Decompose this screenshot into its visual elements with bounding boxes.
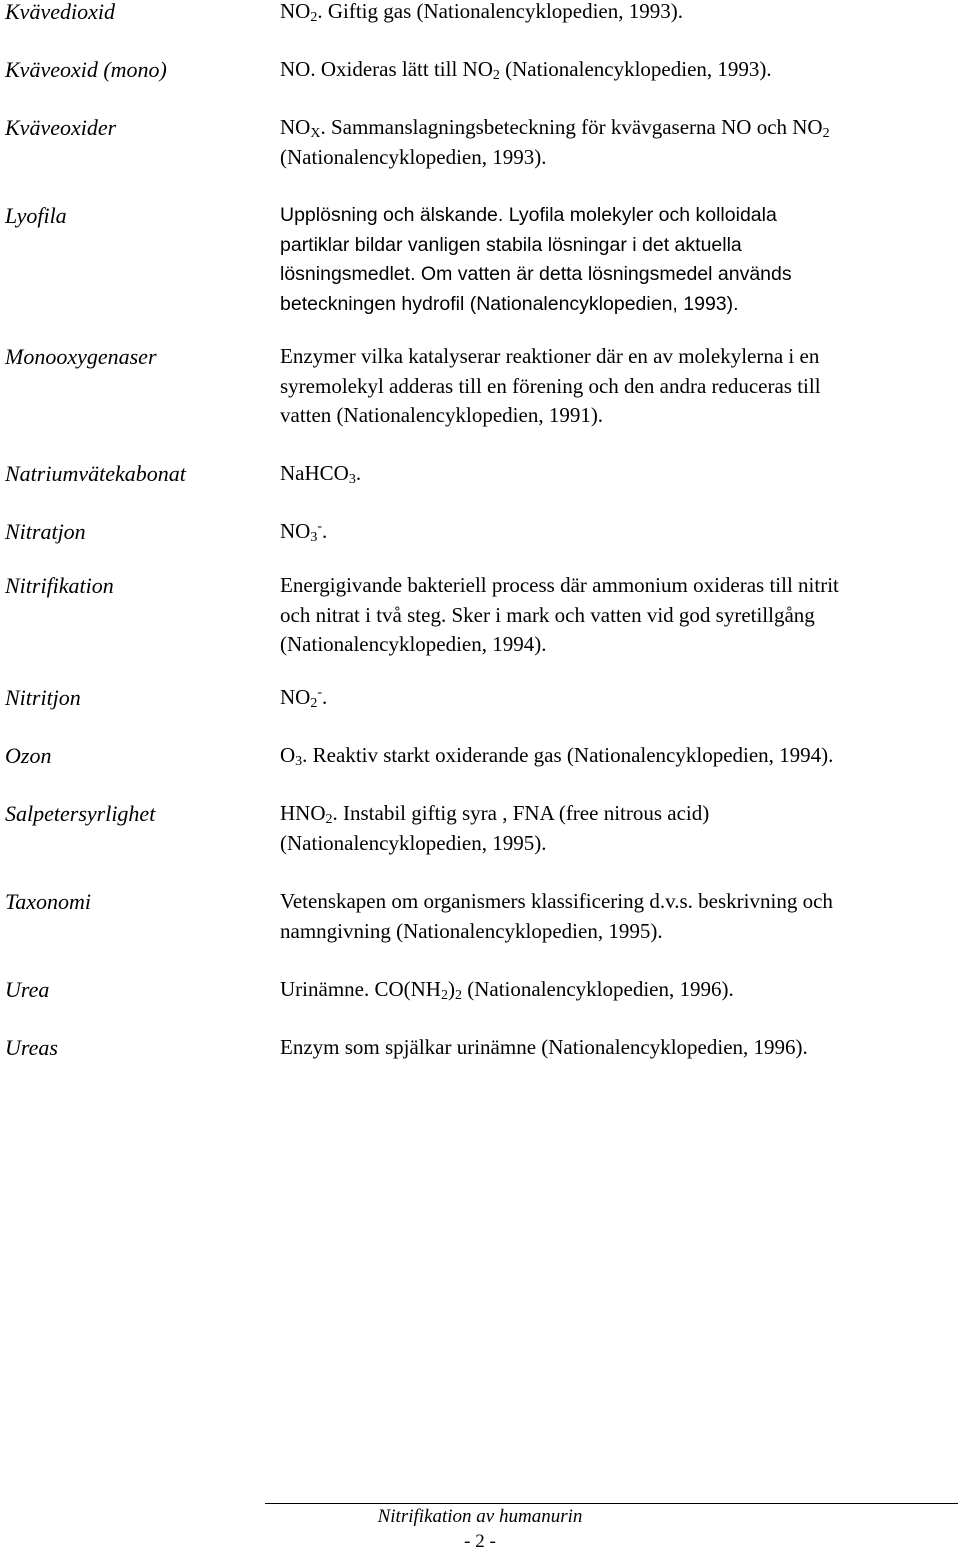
glossary-term: Urea [5, 977, 50, 1002]
glossary-definition: $NO_X$. Sammanslagningsbeteckning för kvävgaserna NO och $NO_2$ (Nationalencyklopedien, 1993). [280, 115, 830, 169]
glossary-definition: $NO_2^-$. [280, 685, 328, 711]
glossary-definition: $O_3$. Reaktiv starkt oxiderande gas (Nationalencyklopedien, 1994). [280, 743, 834, 769]
footer-title: Nitrifikation av humanurin [377, 1506, 583, 1527]
glossary-term: Nitratjon [5, 519, 86, 544]
page-number: - 2 - [464, 1531, 496, 1552]
glossary-term: Natriumvätekabonat [5, 461, 186, 486]
glossary-term: Monooxygenaser [5, 344, 157, 369]
glossary-term: Kväveoxid (mono) [5, 57, 167, 82]
glossary-definition: Enzymer vilka katalyserar reaktioner där en av molekylerna i en syremolekyl adderas till en förening och den andra reduceras till vatten (Nationalencyklopedien, 1991). [280, 344, 821, 427]
glossary-term: Ozon [5, 743, 52, 768]
glossary-definition: $NO_3^-$. [280, 519, 328, 545]
glossary-definition: NaHCO$_3$. [280, 461, 362, 487]
glossary-definition: $NO_2$. Giftig gas (Nationalencyklopedien, 1993). [280, 0, 683, 25]
glossary-term: Ureas [5, 1035, 58, 1060]
glossary-definition: Vetenskapen om organismers klassificering d.v.s. beskrivning och namngivning (Nationalencyklopedien, 1995). [280, 889, 833, 943]
glossary-definition: Urinämne. $CO(NH_2)_2$ (Nationalencyklopedien, 1996). [280, 977, 734, 1003]
glossary-definition: Upplösning och älskande. Lyofila molekyler och kolloidala partiklar bildar vanligen stabila lösningar i det aktuella lösningsmedlet. Om vatten är detta lösningsmedel används beteckningen hydrofil (Nationalencyklopedien, 1993). [280, 204, 792, 315]
glossary-term: Salpetersyrlighet [5, 801, 156, 826]
glossary-definition: Energigivande bakteriell process där ammonium oxideras till nitrit och nitrat i två steg. Sker i mark och vatten vid god syretillgång (Nationalencyklopedien, 1994). [280, 573, 839, 656]
glossary-term: Lyofila [5, 203, 67, 228]
glossary-term: Nitrifikation [5, 573, 114, 598]
glossary-term: Kväveoxider [5, 115, 117, 140]
glossary-term: Nitritjon [5, 685, 81, 710]
glossary-term: Kvävedioxid [5, 0, 115, 24]
glossary-definition: $HNO_2$. Instabil giftig syra , FNA (free nitrous acid) (Nationalencyklopedien, 1995). [280, 801, 710, 855]
glossary-definition: Enzym som spjälkar urinämne (Nationalencyklopedien, 1996). [280, 1035, 808, 1059]
glossary-term: Taxonomi [5, 889, 91, 914]
footer-divider [265, 1503, 958, 1504]
glossary-definition: NO. Oxideras lätt till $NO_2$ (Nationalencyklopedien, 1993). [280, 57, 772, 83]
